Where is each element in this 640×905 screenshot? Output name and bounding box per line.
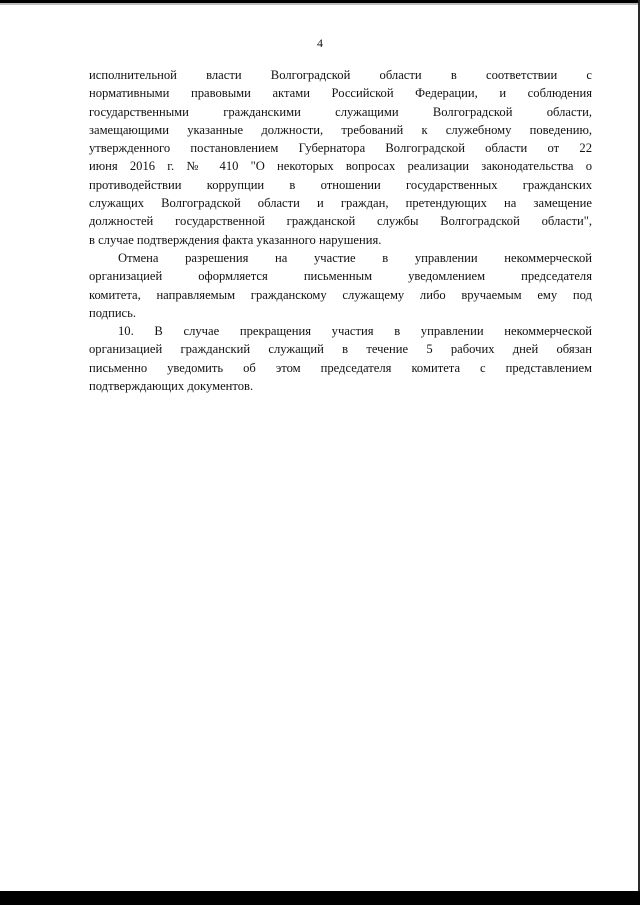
text-line: июня 2016 г. № 410 "О некоторых вопросах реализации законодательства о xyxy=(89,159,592,174)
document-body xyxy=(89,66,592,395)
text-line: исполнительной власти Волгоградской области в соответствии с xyxy=(89,68,592,82)
text-line: 10. В случае прекращения участия в управлении некоммерческой xyxy=(118,324,592,339)
text-line: организацией оформляется письменным уведомлением председателя xyxy=(89,269,592,284)
text-line: замещающими указанные должности, требований к служебному поведению, xyxy=(89,122,592,137)
text-line: подпись. xyxy=(89,305,137,320)
paragraph-item-10 xyxy=(89,322,592,395)
text-line: нормативными правовыми актами Российской Федерации, и соблюдения xyxy=(89,86,592,101)
text-line: комитета, направляемым гражданскому служащему либо вручаемым ему под xyxy=(89,287,592,302)
text-line: подтверждающих документов. xyxy=(89,379,254,394)
page-number: 4 xyxy=(317,36,323,50)
text-line: в случае подтверждения факта указанного нарушения. xyxy=(89,232,382,247)
text-line: служащих Волгоградской области и граждан, претендующих на замещение xyxy=(89,196,592,211)
text-line: противодействии коррупции в отношении государственных гражданских xyxy=(89,177,592,192)
scan-edge-bottom xyxy=(0,891,640,905)
text-line: государственными гражданскими служащими Волгоградской области, xyxy=(89,104,592,119)
paragraph-continuation xyxy=(89,66,592,249)
text-line: утвержденного постановлением Губернатора Волгоградской области от 22 xyxy=(89,141,592,156)
scan-edge-top-shadow xyxy=(0,3,640,5)
text-line: письменно уведомить об этом председателя комитета с представлением xyxy=(89,360,592,375)
text-line: организацией гражданский служащий в течение 5 рабочих дней обязан xyxy=(89,342,592,357)
paragraph-revocation xyxy=(89,249,592,322)
text-line: должностей государственной гражданской службы Волгоградской области", xyxy=(89,214,592,229)
text-line: Отмена разрешения на участие в управлении некоммерческой xyxy=(118,250,592,265)
